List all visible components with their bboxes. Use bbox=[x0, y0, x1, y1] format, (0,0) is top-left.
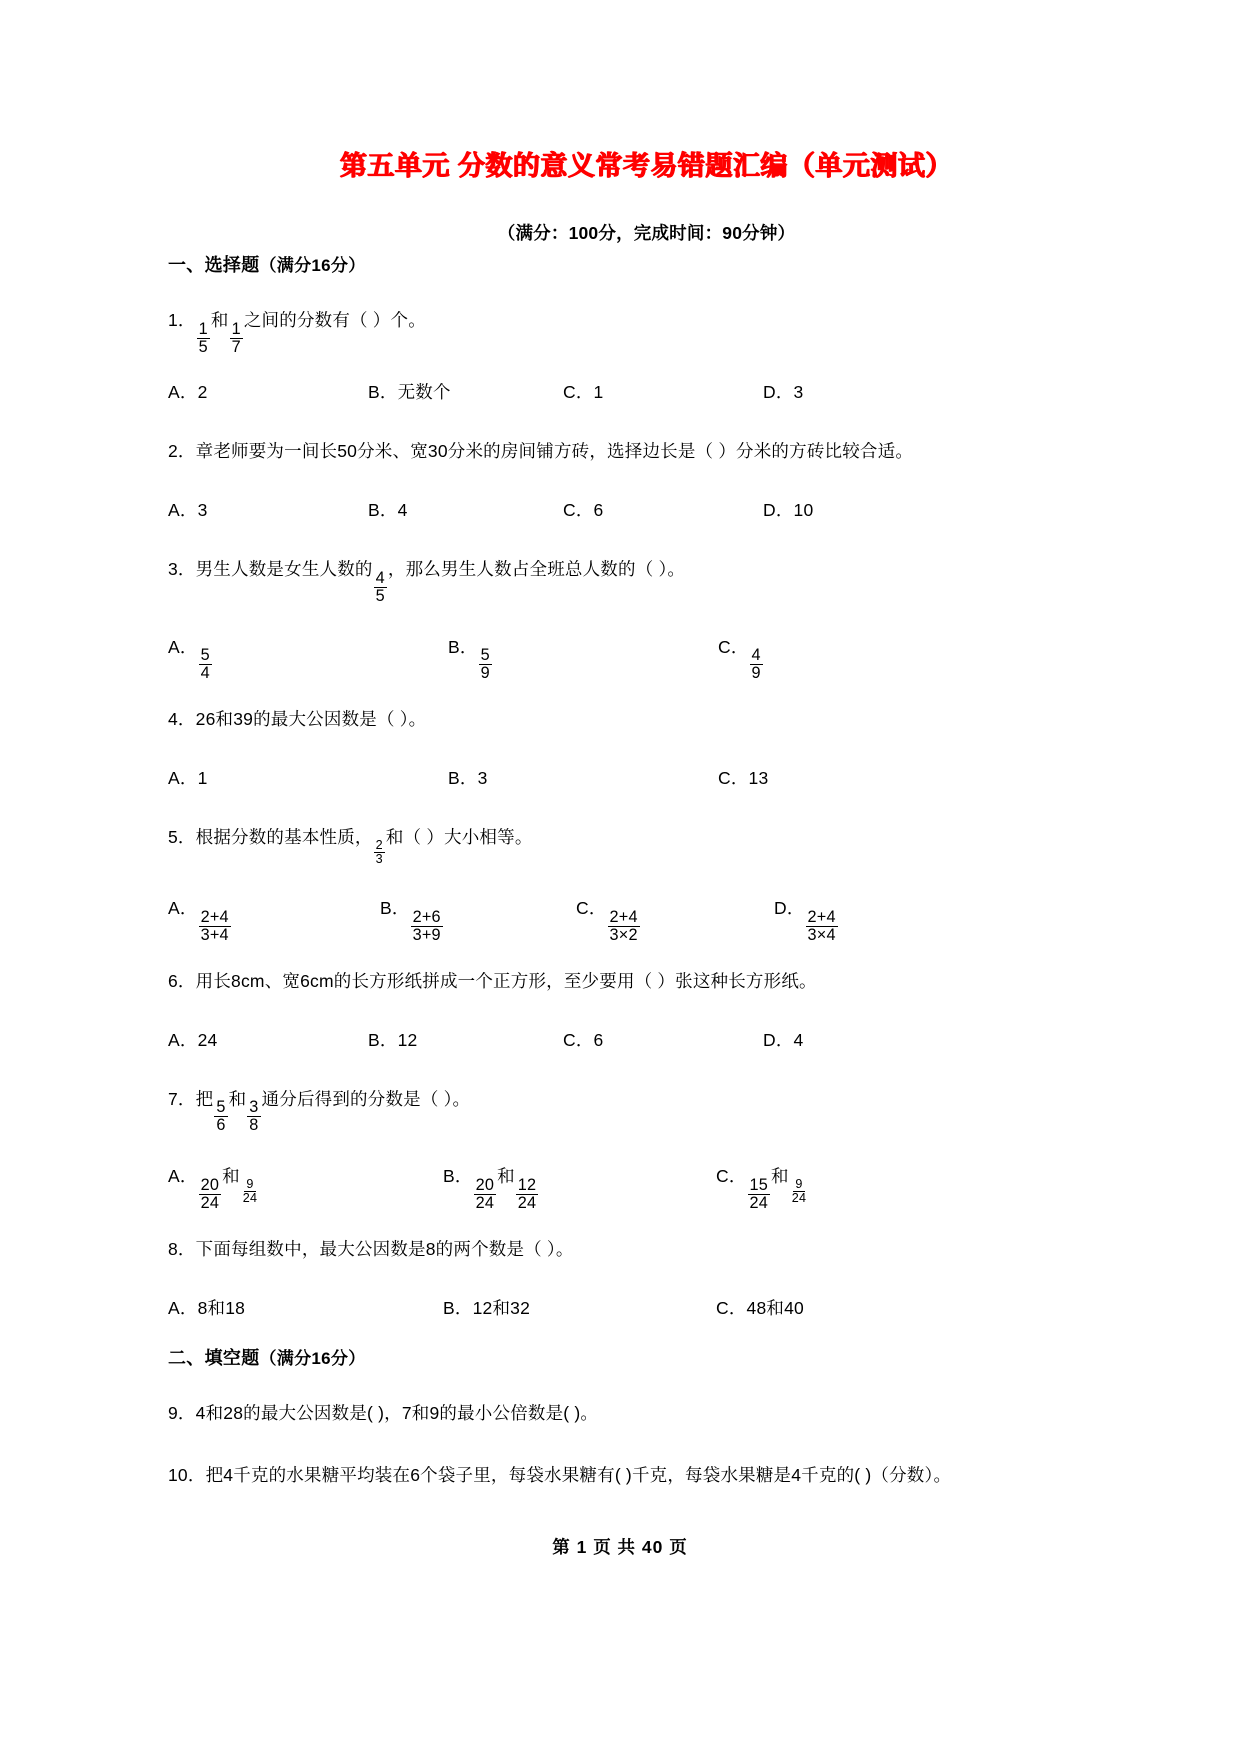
option-2-d[interactable]: D．10 bbox=[763, 500, 814, 521]
fraction-5-4: $\frac{5}{4}$ bbox=[200, 646, 210, 683]
option-8-c[interactable]: C．48和40 bbox=[716, 1297, 804, 1318]
fraction-9-24-c: $\frac{9}{24}$ bbox=[791, 1176, 807, 1205]
question-4: 4．26和39的最大公因数是（ ）。 bbox=[168, 709, 427, 730]
fraction-9-24: $\frac{9}{24}$ bbox=[242, 1176, 258, 1205]
question-5 bbox=[168, 814, 1125, 866]
question-1-suffix: 之间的分数有（ ）个。 bbox=[243, 310, 426, 331]
fraction-2plus6-over-3plus9: $\frac{2+6}{3+9}$ bbox=[412, 907, 441, 944]
fraction-4-5: $\frac{4}{5}$ bbox=[375, 568, 385, 605]
question-7 bbox=[168, 1076, 1125, 1135]
option-2-b[interactable]: B．4 bbox=[368, 500, 408, 521]
question-9: 9．4和28的最大公因数是( )，7和9的最小公倍数是( )。 bbox=[168, 1402, 599, 1423]
question-5-prefix: 5．根据分数的基本性质， bbox=[168, 827, 373, 848]
question-1-prefix: 1． bbox=[168, 310, 196, 331]
fraction-2-3: $\frac{2}{3}$ bbox=[375, 837, 383, 866]
question-3 bbox=[168, 546, 1125, 605]
question-3-suffix: ，那么男生人数占全班总人数的（ ）。 bbox=[387, 559, 686, 580]
option-6-d[interactable]: D．4 bbox=[763, 1029, 804, 1050]
fraction-15-24: $\frac{15}{24}$ bbox=[749, 1176, 769, 1213]
section-label-2: 二、填空题 bbox=[168, 1347, 260, 1368]
question-10: 10．把4千克的水果糖平均装在6个袋子里，每袋水果糖有( )千克，每袋水果糖是4千克的( )（分数）。 bbox=[168, 1464, 952, 1485]
option-4-a[interactable]: A．1 bbox=[168, 768, 208, 789]
page-footer: 第 1 页 共 40 页 bbox=[552, 1537, 688, 1557]
question-3-prefix: 3．男生人数是女生人数的 bbox=[168, 559, 373, 580]
option-3-a[interactable]: A． $\frac{5}{4}$ bbox=[168, 636, 210, 683]
option-8-a[interactable]: A．8和18 bbox=[168, 1297, 246, 1318]
fraction-1-7: $\frac{1}{7}$ bbox=[231, 320, 241, 357]
options-question-1 bbox=[168, 372, 1125, 412]
option-4-b[interactable]: B．3 bbox=[448, 768, 488, 789]
question-2: 2．章老师要为一间长50分米、宽30分米的房间铺方砖，选择边长是（ ）分米的方砖比较合适。 bbox=[168, 441, 914, 462]
options-question-6 bbox=[168, 1020, 1125, 1060]
section-header-choice bbox=[168, 251, 1125, 277]
option-1-a[interactable]: A．2 bbox=[168, 382, 208, 403]
options-question-3 bbox=[168, 619, 1125, 683]
options-question-7 bbox=[168, 1148, 1125, 1212]
fraction-2plus4-over-3times4: $\frac{2+4}{3\times 4}$ bbox=[807, 907, 836, 944]
question-7-suffix: 通分后得到的分数是（ ）。 bbox=[261, 1088, 471, 1109]
fraction-20-24: $\frac{20}{24}$ bbox=[200, 1176, 220, 1213]
option-5-b[interactable]: B． $\frac{2+6}{3+9}$ bbox=[380, 898, 441, 944]
question-6: 6．用长8cm、宽6cm的长方形纸拼成一个正方形，至少要用（ ）张这种长方形纸。 bbox=[168, 970, 817, 991]
option-3-b[interactable]: B． $\frac{5}{9}$ bbox=[448, 636, 490, 683]
fraction-4-9: $\frac{4}{9}$ bbox=[751, 646, 761, 683]
option-2-a[interactable]: A．3 bbox=[168, 500, 208, 521]
option-5-d[interactable]: D． $\frac{2+4}{3\times 4}$ bbox=[774, 898, 836, 944]
option-5-a[interactable]: A． $\frac{2+4}{3+4}$ bbox=[168, 898, 229, 944]
option-7-b[interactable]: B． $\frac{20}{24}$ 和 $\frac{12}{24}$ bbox=[443, 1166, 537, 1213]
options-question-5 bbox=[168, 880, 1125, 944]
fraction-1-5: $\frac{1}{5}$ bbox=[198, 320, 208, 357]
option-3-c[interactable]: C． $\frac{4}{9}$ bbox=[718, 636, 761, 683]
question-5-suffix: 和（ ）大小相等。 bbox=[385, 827, 533, 848]
option-6-c[interactable]: C．6 bbox=[563, 1029, 604, 1050]
fraction-5-9: $\frac{5}{9}$ bbox=[480, 646, 490, 683]
question-7-prefix: 7．把 bbox=[168, 1088, 214, 1109]
option-5-c[interactable]: C． $\frac{2+4}{3\times 2}$ bbox=[576, 898, 638, 944]
fraction-2plus4-over-3plus4: $\frac{2+4}{3+4}$ bbox=[200, 907, 229, 944]
fraction-12-24: $\frac{12}{24}$ bbox=[517, 1176, 537, 1213]
page-title: 第五单元 分数的意义常考易错题汇编（单元测试） bbox=[339, 151, 953, 181]
section-header-fill bbox=[168, 1344, 1125, 1370]
fraction-2plus4-over-3times2: $\frac{2+4}{3\times 2}$ bbox=[609, 907, 638, 944]
fraction-20-24-b: $\frac{20}{24}$ bbox=[475, 1176, 495, 1213]
option-6-a[interactable]: A．24 bbox=[168, 1029, 218, 1050]
option-6-b[interactable]: B．12 bbox=[368, 1029, 418, 1050]
question-1 bbox=[168, 297, 1125, 356]
exam-subtitle: （满分：100分，完成时间：90分钟） bbox=[497, 223, 796, 244]
section-label: 一、选择题 bbox=[168, 255, 260, 276]
section-points-2: （满分16分） bbox=[259, 1348, 366, 1368]
options-question-8 bbox=[168, 1288, 1125, 1328]
fraction-3-8: $\frac{3}{8}$ bbox=[249, 1098, 259, 1135]
options-question-2 bbox=[168, 490, 1125, 530]
question-7-mid: 和 bbox=[228, 1088, 247, 1109]
option-7-c[interactable]: C． $\frac{15}{24}$ 和 $\frac{9}{24}$ bbox=[716, 1166, 807, 1213]
option-2-c[interactable]: C．6 bbox=[563, 500, 604, 521]
option-1-c[interactable]: C．1 bbox=[563, 382, 604, 403]
option-7-a[interactable]: A． $\frac{20}{24}$ 和 $\frac{9}{24}$ bbox=[168, 1166, 258, 1213]
fraction-5-6: $\frac{5}{6}$ bbox=[216, 1098, 226, 1135]
options-question-4 bbox=[168, 758, 1125, 798]
option-4-c[interactable]: C．13 bbox=[718, 768, 769, 789]
section-points: （满分16分） bbox=[259, 256, 366, 276]
option-1-d[interactable]: D．3 bbox=[763, 382, 804, 403]
question-1-mid: 和 bbox=[210, 310, 229, 331]
question-8: 8．下面每组数中，最大公因数是8的两个数是（ ）。 bbox=[168, 1238, 574, 1259]
option-8-b[interactable]: B．12和32 bbox=[443, 1297, 531, 1318]
option-1-b[interactable]: B．无数个 bbox=[368, 382, 451, 403]
